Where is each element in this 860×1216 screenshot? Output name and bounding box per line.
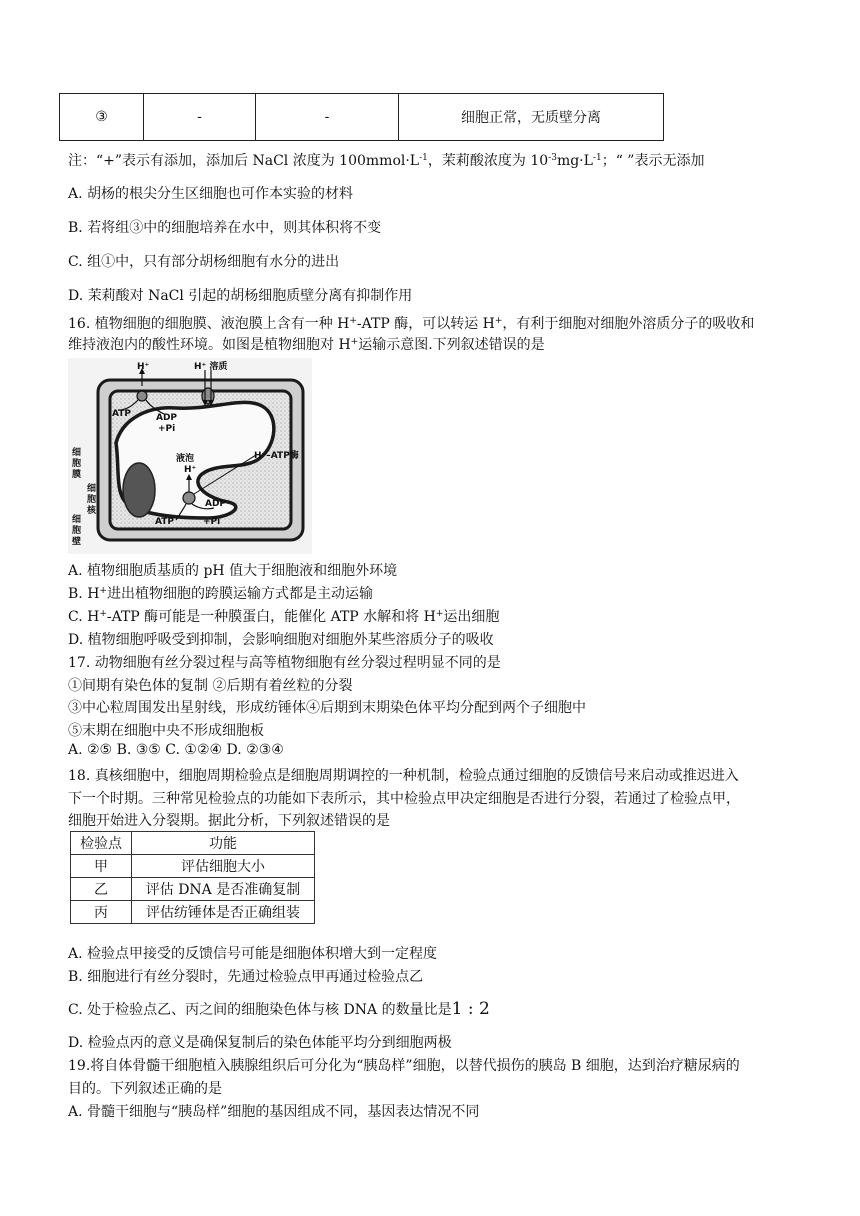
table-cell: - [256, 94, 399, 141]
q16-option-d: D. 植物细胞呼吸受到抑制，会影响细胞对细胞外某些溶质分子的吸收 [68, 632, 494, 648]
svg-text:膜: 膜 [72, 470, 82, 480]
q18-stem-line3: 细胞开始进入分裂期。据此分析，下列叙述错误的是 [68, 813, 390, 829]
table-row [71, 855, 315, 878]
adp-bottom-label: ADP [205, 499, 227, 509]
h-vacuole-label: H⁺ [184, 465, 197, 475]
svg-text:细: 细 [72, 515, 82, 525]
svg-text:胞: 胞 [87, 495, 97, 505]
result-table [59, 93, 664, 141]
table-cell: - [144, 94, 256, 141]
q16-stem-line1: 16. 植物细胞的细胞膜、液泡膜上含有一种 H+-ATP 酶，可以转运 H+，有利于细胞对细胞外溶质分子的吸收和 [68, 316, 755, 332]
table-row [71, 901, 315, 924]
table-header-cell: 功能 [132, 832, 315, 855]
h-atpase-label: H⁺–ATP酶 [254, 451, 299, 461]
svg-text:壁: 壁 [72, 537, 82, 547]
ratio-value: 1 : 2 [451, 999, 490, 1019]
svg-text:核: 核 [87, 506, 97, 516]
table-cell: 甲 [71, 855, 132, 878]
h-solute-label: H⁺ 溶质 [194, 362, 228, 372]
q17-statement-line1: ①间期有染色体的复制 ②后期有着丝粒的分裂 [68, 678, 353, 694]
nucleus-label [86, 482, 97, 516]
atp-top-label: ATP [112, 409, 132, 419]
svg-text:细: 细 [87, 484, 97, 494]
q18-stem-line2: 下一个时期。三种常见检验点的功能如下表所示，其中检验点甲决定细胞是否进行分裂，若通过了检验点甲， [68, 791, 740, 807]
q16-option-b: B. H+进出植物细胞的跨膜运输方式都是主动运输 [68, 586, 373, 602]
table-row [71, 878, 315, 901]
q18-stem-line1: 18. 真核细胞中，细胞周期检验点是细胞周期调控的一种机制，检验点通过细胞的反馈信号来启动或推迟进入 [68, 768, 739, 784]
q17-options: A. ②⑤ B. ③⑤ C. ①②④ D. ②③④ [68, 742, 284, 758]
checkpoint-table [70, 831, 315, 924]
table-cell: 乙 [71, 878, 132, 901]
table-cell: 丙 [71, 901, 132, 924]
q16-stem-line2: 维持液泡内的酸性环境。如图是植物细胞对 H+运输示意图.下列叙述错误的是 [68, 337, 545, 353]
wall-label [72, 513, 82, 547]
nucleus-shape [123, 463, 155, 517]
atp-bottom-label: ATP [155, 517, 175, 527]
q15-option-a: A. 胡杨的根尖分生区细胞也可作本实验的材料 [68, 186, 354, 202]
pi-bottom-label: +Pi [203, 517, 221, 527]
plant-cell-h-transport-diagram [68, 358, 312, 554]
q18-option-d: D. 检验点丙的意义是确保复制后的染色体能平均分到细胞两极 [68, 1035, 452, 1051]
q19-stem-line1: 19.将自体骨髓干细胞植入胰腺组织后可分化为“胰岛样”细胞，以替代损伤的胰岛 B 细胞，达到治疗糖尿病的 [68, 1058, 740, 1074]
membrane-label [72, 446, 82, 480]
q18-option-a: A. 检验点甲接受的反馈信号可能是细胞体积增大到一定程度 [68, 946, 438, 962]
q17-stem: 17. 动物细胞有丝分裂过程与高等植物细胞有丝分裂过程明显不同的是 [68, 655, 501, 671]
q17-statement-line2: ③中心粒周围发出星射线，形成纺锤体④后期到末期染色体平均分配到两个子细胞中 [68, 700, 586, 716]
svg-text:胞: 胞 [72, 459, 82, 469]
table-cell: 评估 DNA 是否准确复制 [132, 878, 315, 901]
q18-option-c: C. 处于检验点乙、丙之间的细胞染色体与核 DNA 的数量比是1 : 2 [68, 999, 490, 1019]
q19-stem-line2: 目的。下列叙述正确的是 [68, 1081, 222, 1097]
q17-statement-line3: ⑤末期在细胞中央不形成细胞板 [68, 723, 264, 739]
q19-option-a: A. 骨髓干细胞与“胰岛样”细胞的基因组成不同，基因表达情况不同 [68, 1104, 480, 1120]
table-note: 注：“+”表示有添加，添加后 NaCl 浓度为 $100mmol\cdot L^{-1}$，茉莉酸浓度为 $10^{-3}mg\cdot L^{-1}$；“ ”表示无添加 [68, 153, 705, 169]
svg-text:胞: 胞 [72, 526, 82, 536]
q15-option-b: B. 若将组③中的细胞培养在水中，则其体积将不变 [68, 220, 382, 236]
pi-top-label: +Pi [158, 424, 176, 434]
adp-top-label: ADP [156, 413, 178, 423]
table-cell: 细胞正常，无质壁分离 [399, 94, 664, 141]
table-header-row [71, 832, 315, 855]
q16-option-a: A. 植物细胞质基质的 pH 值大于细胞液和细胞外环境 [68, 563, 398, 579]
table-header-cell: 检验点 [71, 832, 132, 855]
table-cell: 评估纺锤体是否正确组装 [132, 901, 315, 924]
q16-option-c: C. H+-ATP 酶可能是一种膜蛋白，能催化 ATP 水解和将 H+运出细胞 [68, 609, 500, 625]
h-top-label: H⁺ [137, 362, 150, 372]
vacuole-label: 液泡 [176, 454, 195, 464]
table-cell: 评估细胞大小 [132, 855, 315, 878]
q15-option-c: C. 组①中，只有部分胡杨细胞有水分的进出 [68, 254, 340, 270]
table-row [60, 94, 664, 141]
table-cell: ③ [60, 94, 144, 141]
svg-text:细: 细 [72, 448, 82, 458]
q15-option-d: D. 茉莉酸对 NaCl 引起的胡杨细胞质壁分离有抑制作用 [68, 288, 413, 304]
q18-option-b: B. 细胞进行有丝分裂时，先通过检验点甲再通过检验点乙 [68, 969, 424, 985]
